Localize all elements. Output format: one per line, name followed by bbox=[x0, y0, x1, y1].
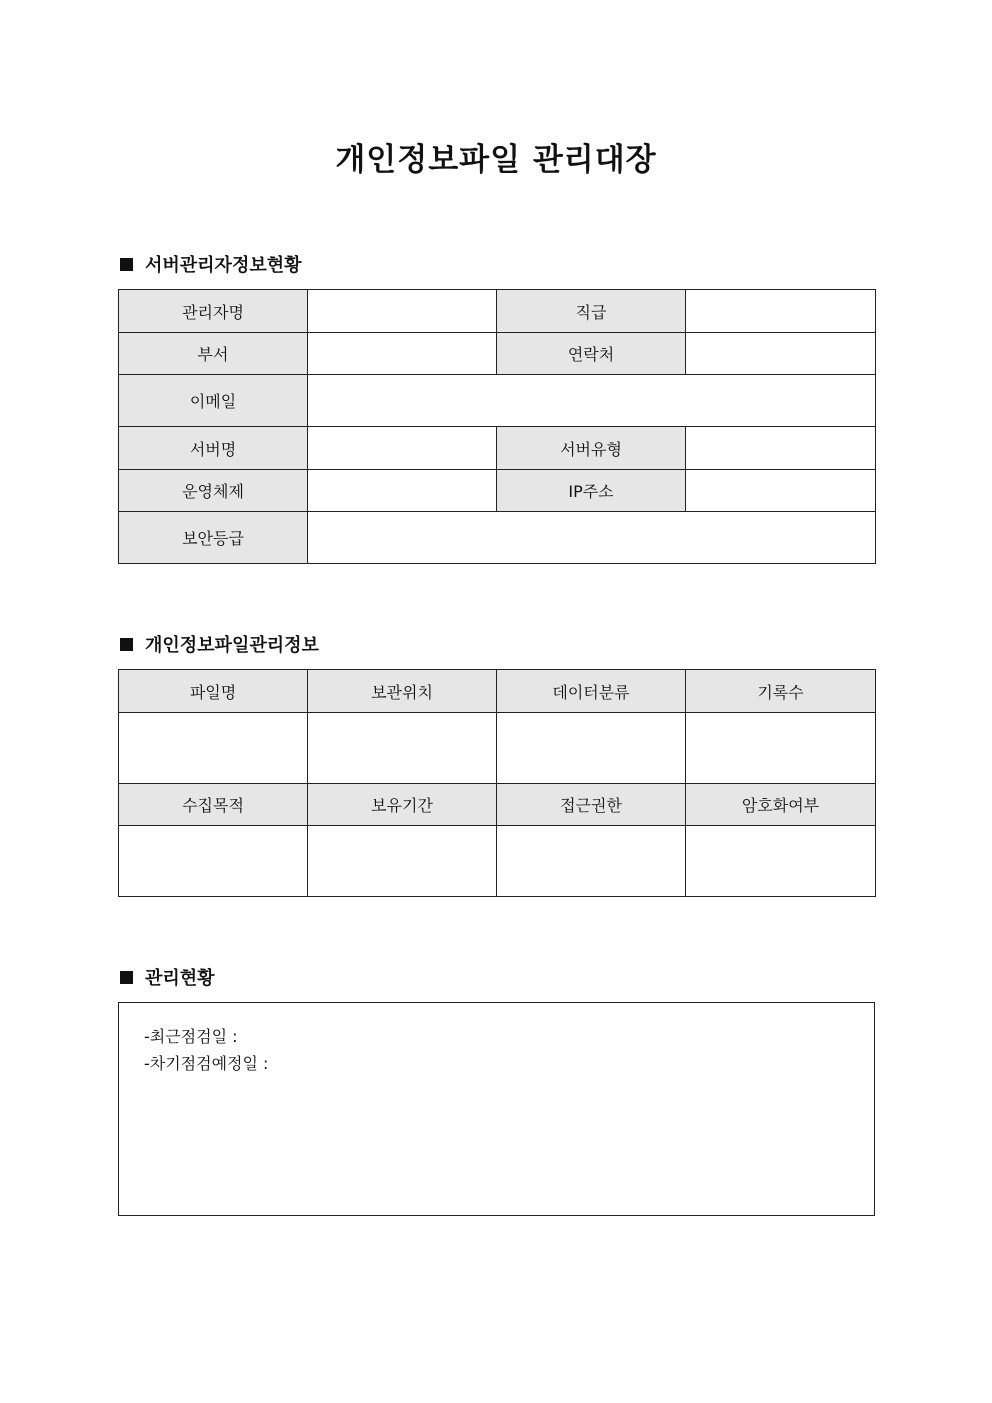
server-type-field[interactable] bbox=[686, 427, 876, 470]
status-heading bbox=[119, 965, 215, 989]
table-row bbox=[119, 826, 876, 897]
table-row bbox=[119, 713, 876, 784]
status-heading-text: 관리현황 bbox=[145, 968, 215, 989]
file-name-label: 파일명 bbox=[119, 670, 308, 713]
access-rights-field[interactable] bbox=[497, 826, 686, 897]
purpose-label: 수집목적 bbox=[119, 784, 308, 826]
table-row bbox=[119, 375, 876, 427]
encryption-field[interactable] bbox=[686, 826, 876, 897]
retention-field[interactable] bbox=[308, 826, 497, 897]
square-bullet-icon bbox=[120, 971, 133, 984]
contact-field[interactable] bbox=[686, 333, 876, 375]
page-title: 개인정보파일 관리대장 bbox=[335, 142, 657, 178]
encryption-label: 암호화여부 bbox=[686, 784, 876, 826]
table-row bbox=[119, 670, 876, 713]
ip-field[interactable] bbox=[686, 470, 876, 512]
data-category-label: 데이터분류 bbox=[497, 670, 686, 713]
ip-label: IP주소 bbox=[497, 470, 686, 512]
os-field[interactable] bbox=[308, 470, 497, 512]
next-check-line: -차기점검예정일 : bbox=[144, 1054, 269, 1073]
square-bullet-icon bbox=[120, 258, 133, 271]
department-label: 부서 bbox=[119, 333, 308, 375]
server-admin-table bbox=[118, 289, 876, 564]
table-row bbox=[119, 290, 876, 333]
position-label: 직급 bbox=[497, 290, 686, 333]
table-row bbox=[119, 470, 876, 512]
security-level-field[interactable] bbox=[308, 512, 876, 564]
email-field[interactable] bbox=[308, 375, 876, 427]
admin-name-label: 관리자명 bbox=[119, 290, 308, 333]
record-count-label: 기록수 bbox=[686, 670, 876, 713]
server-name-label: 서버명 bbox=[119, 427, 308, 470]
storage-location-label: 보관위치 bbox=[308, 670, 497, 713]
file-info-heading-text: 개인정보파일관리정보 bbox=[145, 635, 319, 656]
data-category-field[interactable] bbox=[497, 713, 686, 784]
email-label: 이메일 bbox=[119, 375, 308, 427]
server-admin-heading bbox=[119, 252, 302, 276]
server-type-label: 서버유형 bbox=[497, 427, 686, 470]
last-check-line: -최근점검일 : bbox=[144, 1027, 238, 1046]
table-row bbox=[119, 427, 876, 470]
table-row bbox=[119, 784, 876, 826]
retention-label: 보유기간 bbox=[308, 784, 497, 826]
department-field[interactable] bbox=[308, 333, 497, 375]
position-field[interactable] bbox=[686, 290, 876, 333]
server-name-field[interactable] bbox=[308, 427, 497, 470]
square-bullet-icon bbox=[120, 638, 133, 651]
file-info-heading bbox=[119, 632, 319, 656]
security-level-label: 보안등급 bbox=[119, 512, 308, 564]
file-info-table bbox=[118, 669, 876, 897]
os-label: 운영체제 bbox=[119, 470, 308, 512]
purpose-field[interactable] bbox=[119, 826, 308, 897]
contact-label: 연락처 bbox=[497, 333, 686, 375]
record-count-field[interactable] bbox=[686, 713, 876, 784]
server-admin-heading-text: 서버관리자정보현황 bbox=[145, 255, 302, 276]
admin-name-field[interactable] bbox=[308, 290, 497, 333]
file-name-field[interactable] bbox=[119, 713, 308, 784]
access-rights-label: 접근권한 bbox=[497, 784, 686, 826]
storage-location-field[interactable] bbox=[308, 713, 497, 784]
table-row bbox=[119, 333, 876, 375]
status-box[interactable] bbox=[118, 1002, 875, 1216]
table-row bbox=[119, 512, 876, 564]
